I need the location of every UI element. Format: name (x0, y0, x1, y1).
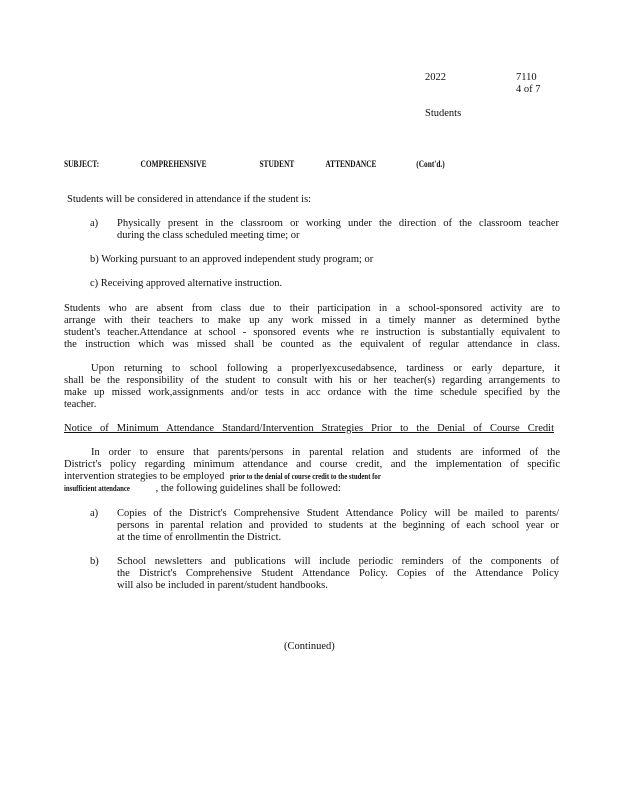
sponsored-line-2: arrange with their teachers to make up any work missed in a timely manner as determined bythe (64, 315, 560, 326)
policy-year: 2022 (425, 72, 446, 83)
attendance-item-c-text: Receiving approved alternative instruction. (100, 278, 283, 289)
notice-item-a (117, 508, 559, 544)
list-label-b: b) (90, 254, 99, 265)
notice-line-2: District's policy regarding minimum attendance and course credit, and the implementation of specific (64, 459, 560, 470)
subject-label: SUBJECT: (64, 159, 100, 169)
notice-line-4-small: insufficient attendance (64, 484, 130, 493)
section-title: Students (425, 108, 462, 119)
notice-line-1: In order to ensure that parents/persons in parental relation and students are informed of the (91, 447, 560, 458)
subject-word-3: ATTENDANCE (325, 159, 377, 169)
sponsored-line-4: the instruction which was missed shall be counted as the equivalent of regular attendance in class. (64, 339, 560, 350)
notice-item-a-line2: persons in parental relation and provided to students at the beginning of each school year or (117, 520, 559, 531)
notice-line-4 (64, 483, 560, 495)
notice-label-a: a) (90, 508, 99, 519)
list-label-c: c) (90, 278, 99, 289)
subject-word-2: STUDENT (259, 159, 295, 169)
notice-label-b: b) (90, 556, 99, 567)
notice-item-a-line1: Copies of the District's Comprehensive Student Attendance Policy will be mailed to parents/ (117, 508, 559, 519)
notice-line-3-start: intervention strategies to be employed (64, 471, 225, 482)
notice-item-a-line3: at the time of enrollmentin the District. (117, 532, 282, 543)
returning-line-3: make up missed work,assignments and/or tests in acc ordance with the time schedule specified by the (64, 387, 560, 398)
attendance-item-b-text: Working pursuant to an approved independent study program; or (101, 254, 374, 265)
sponsored-line-3: student's teacher.Attendance at school - sponsored events whe re instruction is substantially equivalent to (64, 327, 560, 338)
paragraph-sponsored-activity (64, 303, 560, 351)
notice-item-b-line3: will also be included in parent/student handbooks. (117, 580, 328, 591)
notice-item-b (117, 556, 559, 592)
paragraph-returning (64, 363, 560, 411)
notice-item-b-line1: School newsletters and publications will include periodic reminders of the components of (117, 556, 559, 567)
notice-line-3-small: prior to the denial of course credit to the student for (229, 472, 381, 481)
subject-contd: (Cont'd.) (416, 159, 445, 169)
notice-heading: Notice of Minimum Attendance Standard/Intervention Strategies Prior to the Denial of Course Credit (64, 423, 554, 434)
subject-line (64, 158, 445, 170)
attendance-item-c (90, 278, 282, 290)
attendance-item-a-line2: during the class scheduled meeting time; or (117, 230, 300, 241)
attendance-item-a-line1: Physically present in the classroom or working under the direction of the classroom teacher (117, 218, 559, 229)
returning-line-1: Upon returning to school following a properlyexcusedabsence, tardiness or early departure, it (91, 363, 560, 374)
policy-number: 7110 (516, 72, 537, 83)
attendance-item-a (117, 218, 559, 242)
attendance-item-b (90, 254, 373, 266)
attendance-intro: Students will be considered in attendance if the student is: (67, 194, 312, 205)
subject-word-1: COMPREHENSIVE (140, 159, 207, 169)
notice-item-b-line2: the District's Comprehensive Student Attendance Policy. Copies of the Attendance Policy (117, 568, 559, 579)
continued-footer: (Continued) (284, 641, 335, 652)
page-indicator: 4 of 7 (516, 84, 541, 95)
returning-line-4: teacher. (64, 399, 97, 410)
notice-line-4-end: , the following guidelines shall be followed: (155, 483, 341, 494)
paragraph-notice (64, 447, 560, 495)
returning-line-2: shall be the responsibility of the student to consult with his or her teacher(s) regarding arrangements to (64, 375, 560, 386)
notice-line-3 (64, 471, 560, 483)
sponsored-line-1: Students who are absent from class due to their participation in a school-sponsored activity are to (64, 303, 560, 314)
list-label-a: a) (90, 218, 99, 229)
